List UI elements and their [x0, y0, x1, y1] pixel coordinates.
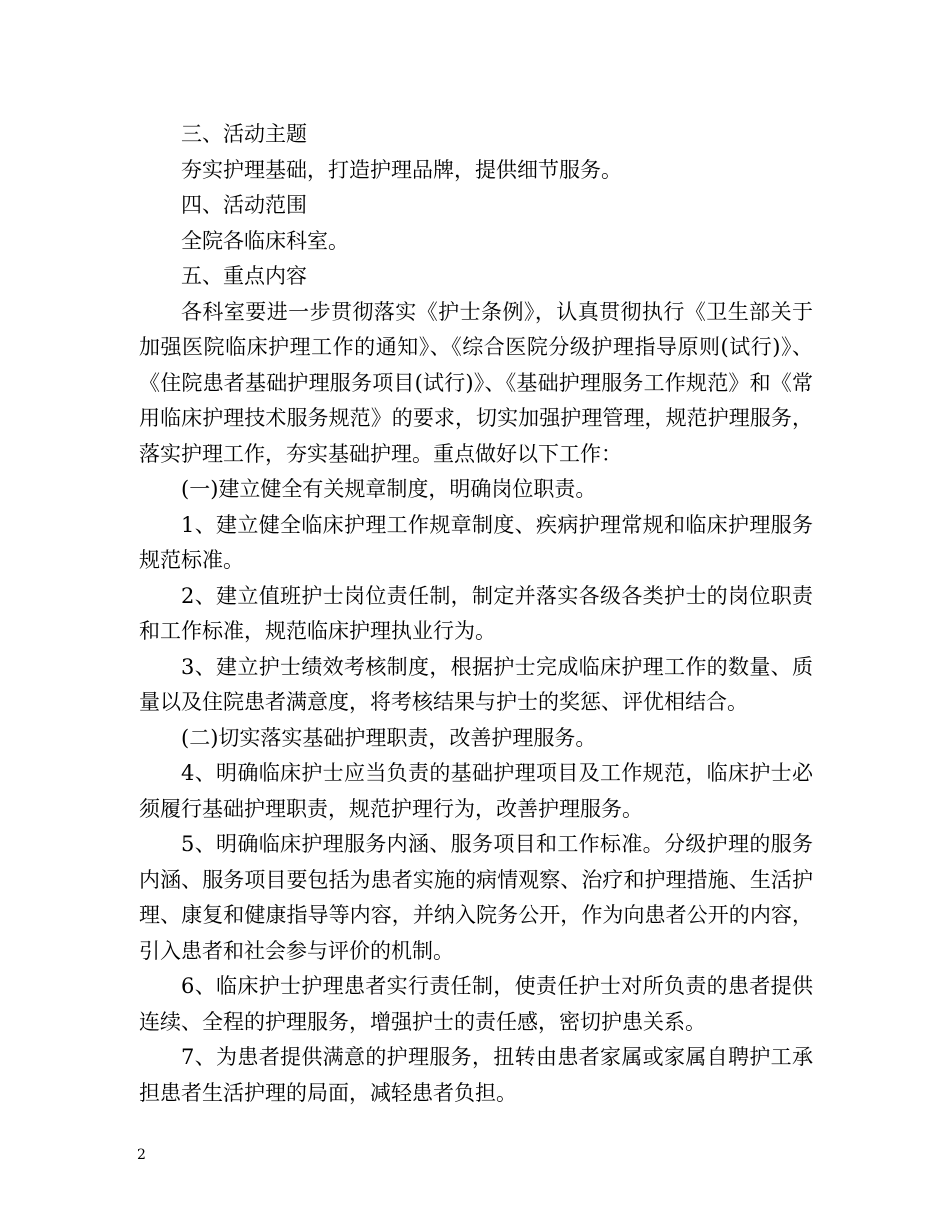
- paragraph: 全院各临床科室。: [181, 228, 349, 253]
- section-heading-3: 三、活动主题: [181, 122, 307, 146]
- section-heading-4: 四、活动范围: [181, 193, 307, 217]
- paragraph: 夯实护理基础，打造护理品牌，提供细节服务。: [181, 157, 622, 182]
- paragraph: 各科室要进一步贯彻落实《护士条例》，认真贯彻执行《卫生部关于加强医院临床护理工作的通知》、《综合医院分级护理指导原则(试行)》、《住院患者基础护理服务项目(试行)》、《基础护理服务工作规范》和《常用临床护理技术服务规范》的要求，切实加强护理管理，规范护理服务，落实护理工作，夯实基础护理。重点做好以下工作：: [139, 299, 813, 466]
- list-item: 4、明确临床护士应当负责的基础护理项目及工作规范，临床护士必须履行基础护理职责，规范护理行为，改善护理服务。: [139, 761, 813, 821]
- list-item: 7、为患者提供满意的护理服务，扭转由患者家属或家属自聘护工承担患者生活护理的局面，减轻患者负担。: [139, 1045, 813, 1105]
- subsection-heading-1: (一)建立健全有关规章制度，明确岗位职责。: [181, 477, 597, 501]
- page-number: 2: [137, 1147, 146, 1163]
- list-item: 6、临床护士护理患者实行责任制，使责任护士对所负责的患者提供连续、全程的护理服务，增强护士的责任感，密切护患关系。: [139, 974, 813, 1034]
- list-item: 5、明确临床护理服务内涵、服务项目和工作标准。分级护理的服务内涵、服务项目要包括为患者实施的病情观察、治疗和护理措施、生活护理、康复和健康指导等内容，并纳入院务公开，作为向患者公开的内容，引入患者和社会参与评价的机制。: [139, 832, 813, 963]
- list-item: 2、建立值班护士岗位责任制，制定并落实各级各类护士的岗位职责和工作标准，规范临床护理执业行为。: [139, 583, 813, 643]
- subsection-heading-2: (二)切实落实基础护理职责，改善护理服务。: [181, 725, 597, 750]
- list-item: 1、建立健全临床护理工作规章制度、疾病护理常规和临床护理服务规范标准。: [139, 512, 813, 572]
- list-item: 3、建立护士绩效考核制度，根据护士完成临床护理工作的数量、质量以及住院患者满意度，将考核结果与护士的奖惩、评优相结合。: [139, 654, 813, 714]
- body-text: [139, 117, 813, 1111]
- section-heading-5: 五、重点内容: [181, 264, 307, 288]
